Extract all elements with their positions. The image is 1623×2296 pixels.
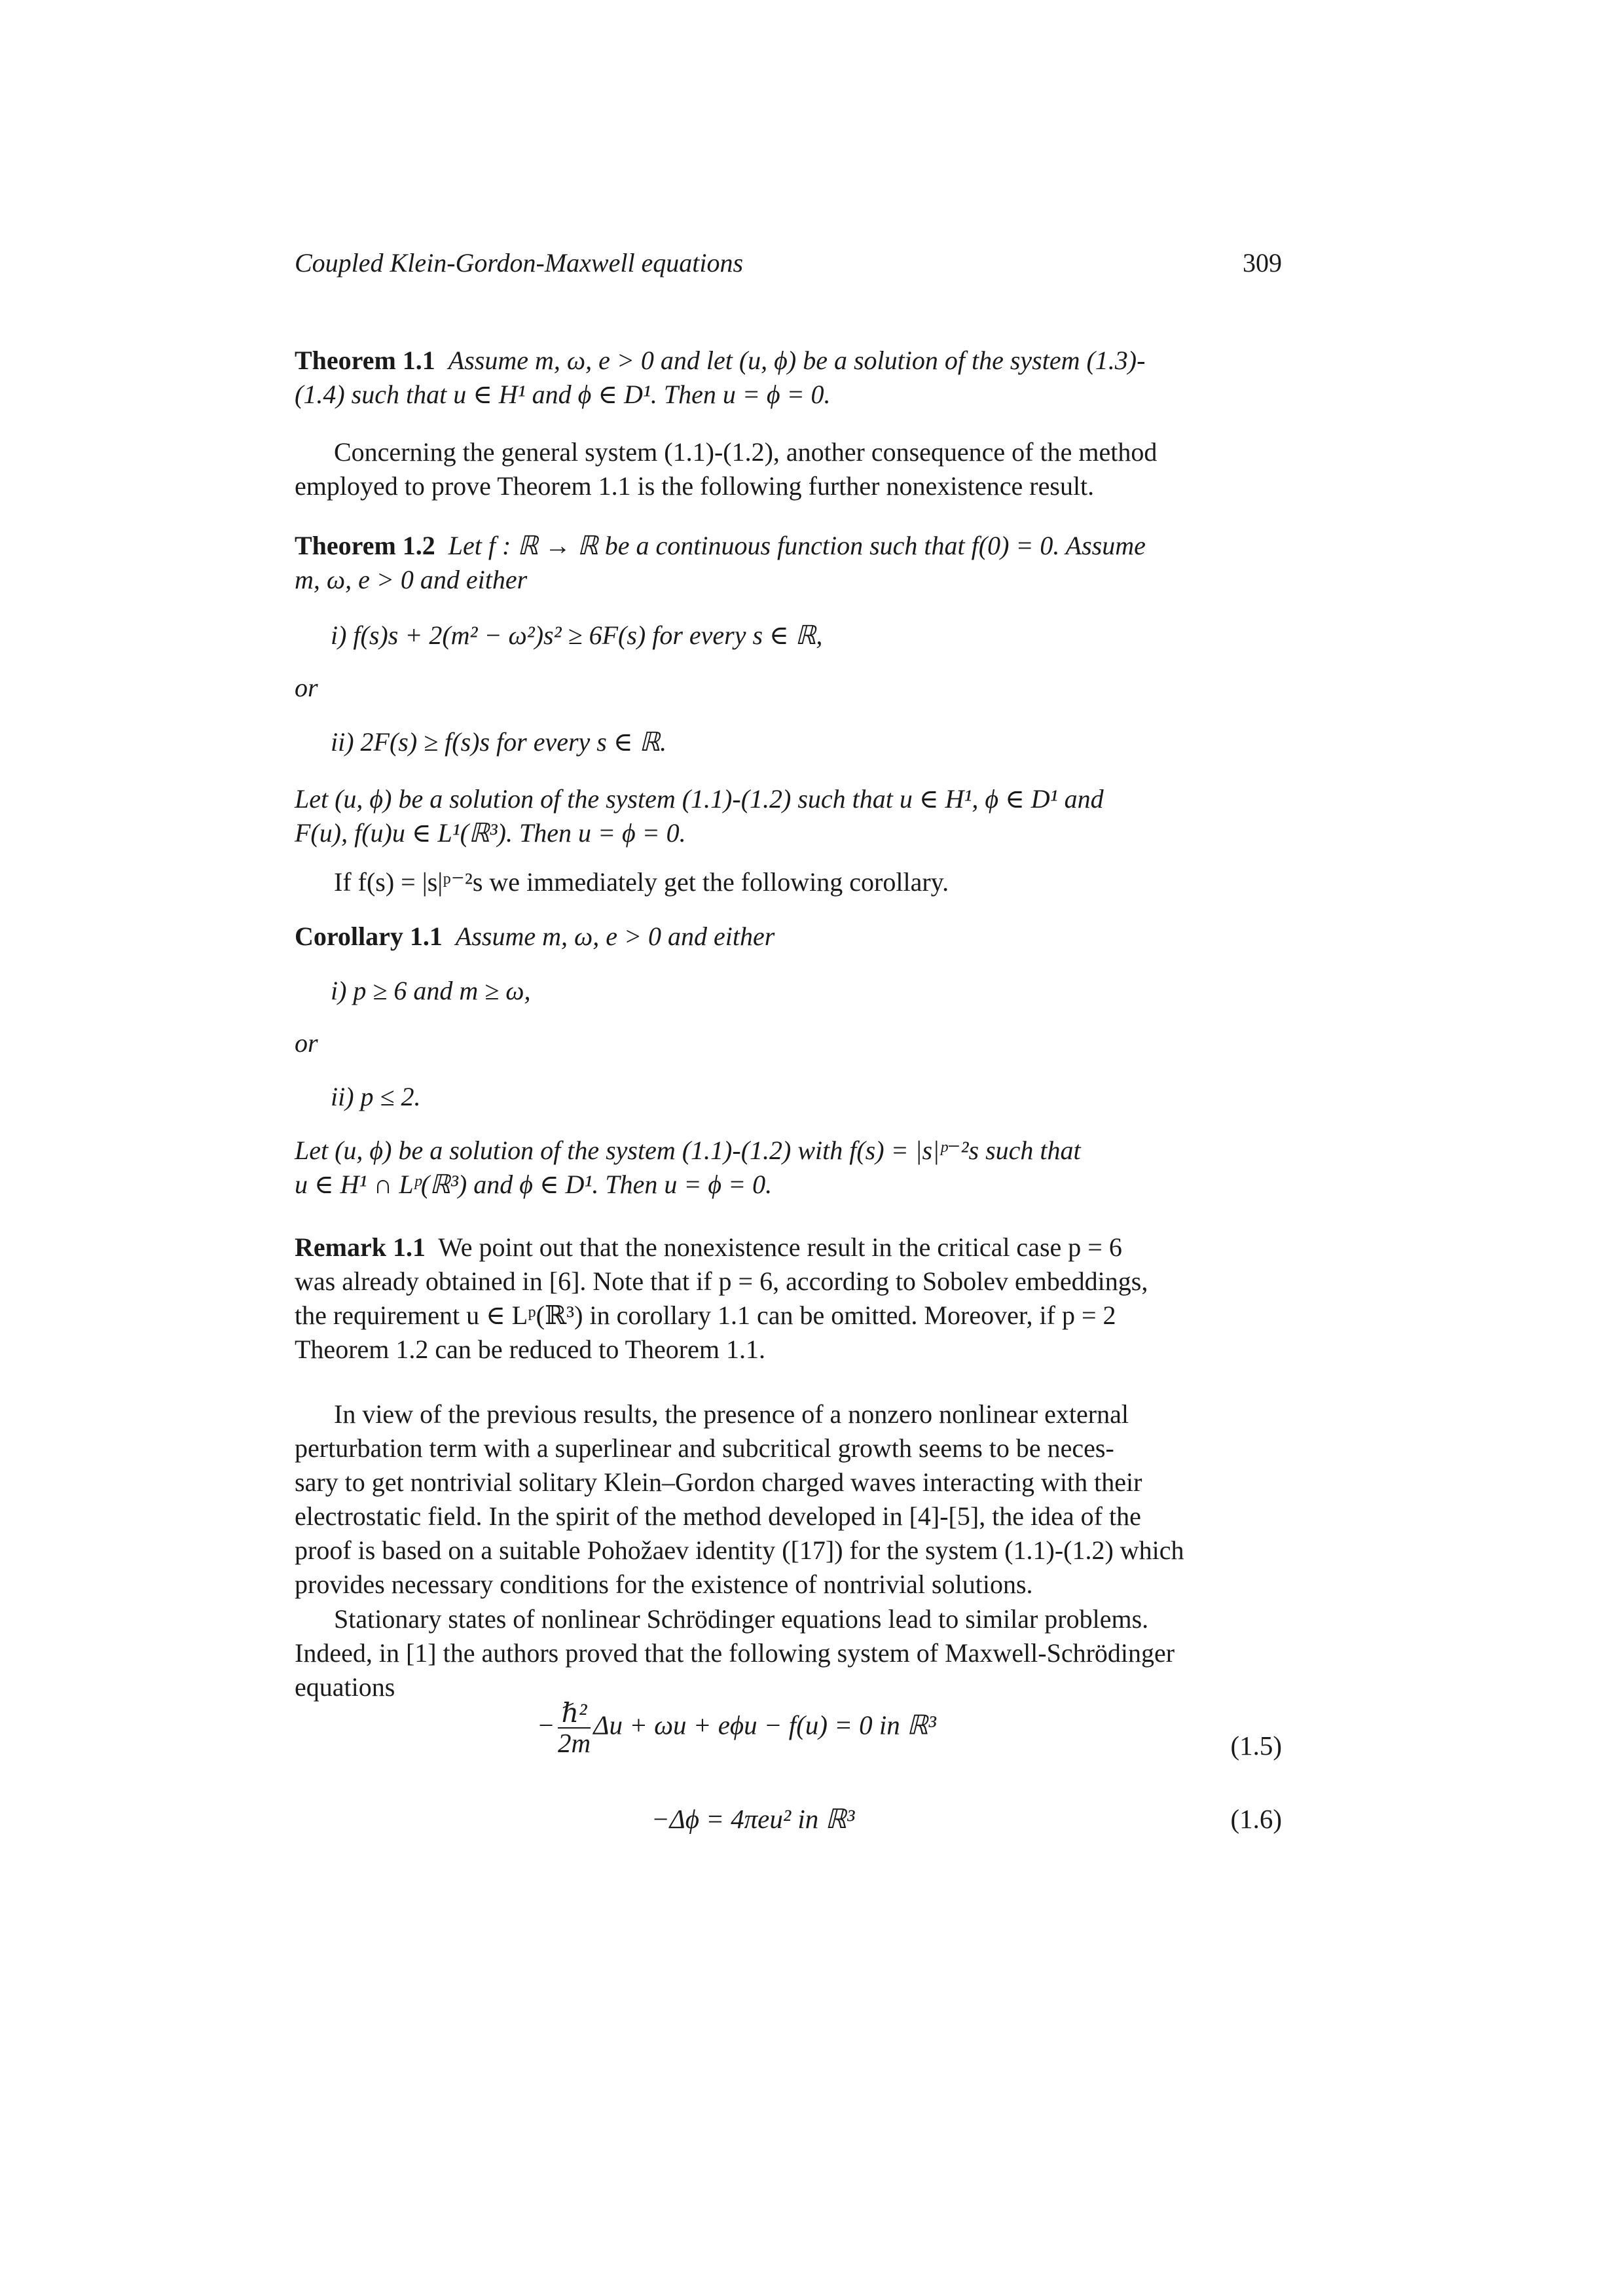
- paragraph-in-view-line-4: electrostatic field. In the spirit of the method developed in [4]-[5], the idea of the: [295, 1501, 1141, 1531]
- theorem-1-2-item-i: i) f(s)s + 2(m² − ω²)s² ≥ 6F(s) for every s ∈ ℝ,: [331, 620, 823, 650]
- paragraph-concerning-line-1: Concerning the general system (1.1)-(1.2), another consequence of the method: [334, 437, 1158, 467]
- paragraph-in-view: [295, 1397, 1282, 1602]
- equation-1-5-minus: −: [537, 1710, 555, 1740]
- equation-1-5: [295, 1698, 1282, 1770]
- corollary-1-1-item-ii: ii) p ≤ 2.: [331, 1082, 421, 1111]
- paragraph-stationary-line-1: Stationary states of nonlinear Schrödinger equations lead to similar problems.: [334, 1604, 1149, 1634]
- theorem-1-2-text-1: Let f : ℝ → ℝ be a continuous function such that f(0) = 0. Assume: [448, 531, 1146, 560]
- paragraph-in-view-line-5: proof is based on a suitable Pohožaev identity ([17]) for the system (1.1)-(1.2) which: [295, 1535, 1184, 1565]
- remark-1-1-line-3: the requirement u ∈ Lᵖ(ℝ³) in corollary 1.1 can be omitted. Moreover, if p = 2: [295, 1300, 1116, 1330]
- corollary-1-1-conclusion: [295, 1134, 1282, 1202]
- theorem-1-2: [295, 529, 1282, 597]
- paragraph-stationary-line-2: Indeed, in [1] the authors proved that the following system of Maxwell-Schrödinger: [295, 1638, 1175, 1668]
- theorem-1-1-text-1: Assume m, ω, e > 0 and let (u, ϕ) be a solution of the system (1.3)-: [448, 346, 1146, 375]
- theorem-1-1-label: Theorem 1.1: [295, 346, 435, 375]
- corollary-1-1-text-1: Assume m, ω, e > 0 and either: [455, 922, 775, 951]
- paragraph-if: If f(s) = |s|ᵖ⁻²s we immediately get the following corollary.: [334, 867, 949, 897]
- paragraph-in-view-line-1: In view of the previous results, the presence of a nonzero nonlinear external: [334, 1399, 1129, 1429]
- theorem-1-2-conclusion-line-1: Let (u, ϕ) be a solution of the system (1.1)-(1.2) such that u ∈ H¹, ϕ ∈ D¹ and: [295, 784, 1104, 814]
- theorem-1-2-line-2: m, ω, e > 0 and either: [295, 565, 528, 594]
- theorem-1-1-line-1: [295, 344, 1282, 378]
- equation-1-6: [295, 1803, 1282, 1842]
- corollary-1-1-or: or: [295, 1028, 318, 1058]
- theorem-1-2-conclusion-line-2: F(u), f(u)u ∈ L¹(ℝ³). Then u = ϕ = 0.: [295, 818, 686, 848]
- paragraph-concerning: [295, 435, 1282, 503]
- theorem-1-2-label: Theorem 1.2: [295, 531, 435, 560]
- theorem-1-2-item-ii: ii) 2F(s) ≥ f(s)s for every s ∈ ℝ.: [331, 727, 667, 757]
- equation-1-5-denominator: 2m: [557, 1728, 591, 1758]
- corollary-1-1: [295, 920, 1282, 954]
- remark-1-1-line-4: Theorem 1.2 can be reduced to Theorem 1.1.: [295, 1335, 765, 1364]
- equation-1-6-body: −Δϕ = 4πeu² in ℝ³: [651, 1804, 855, 1834]
- paragraph-in-view-line-3: sary to get nontrivial solitary Klein–Gordon charged waves interacting with their: [295, 1467, 1142, 1497]
- equation-1-5-body: [537, 1698, 936, 1757]
- paragraph-in-view-line-2: perturbation term with a superlinear and subcritical growth seems to be neces-: [295, 1433, 1114, 1463]
- page-number: 309: [1243, 248, 1282, 278]
- remark-1-1-line-1: [295, 1230, 1282, 1265]
- remark-1-1-label: Remark 1.1: [295, 1232, 426, 1262]
- equation-1-5-fraction: [558, 1698, 591, 1757]
- corollary-1-1-conclusion-line-1: Let (u, ϕ) be a solution of the system (1.1)-(1.2) with f(s) = |s|ᵖ⁻²s such that: [295, 1136, 1081, 1165]
- theorem-1-2-conclusion: [295, 782, 1282, 850]
- running-title: Coupled Klein-Gordon-Maxwell equations: [295, 248, 744, 278]
- corollary-1-1-label: Corollary 1.1: [295, 922, 443, 951]
- remark-1-1-line-2: was already obtained in [6]. Note that if p = 6, according to Sobolev embeddings,: [295, 1266, 1148, 1296]
- equation-1-5-number: (1.5): [1230, 1731, 1282, 1761]
- theorem-1-1-line-2: (1.4) such that u ∈ H¹ and ϕ ∈ D¹. Then u = ϕ = 0.: [295, 380, 831, 409]
- corollary-1-1-item-i: i) p ≥ 6 and m ≥ ω,: [331, 976, 531, 1005]
- equation-1-6-number: (1.6): [1230, 1804, 1282, 1834]
- corollary-1-1-conclusion-line-2: u ∈ H¹ ∩ Lᵖ(ℝ³) and ϕ ∈ D¹. Then u = ϕ = 0.: [295, 1170, 773, 1199]
- remark-1-1: [295, 1230, 1282, 1367]
- paragraph-stationary-line-3: equations: [295, 1672, 395, 1702]
- theorem-1-2-line-1: [295, 529, 1282, 563]
- paragraph-concerning-line-2: employed to prove Theorem 1.1 is the following further nonexistence result.: [295, 471, 1095, 501]
- theorem-1-2-or: or: [295, 673, 318, 702]
- remark-1-1-text-1: We point out that the nonexistence result in the critical case p = 6: [438, 1232, 1122, 1262]
- equation-1-5-rest: Δu + ωu + eϕu − f(u) = 0 in ℝ³: [593, 1710, 936, 1740]
- paragraph-stationary: [295, 1602, 1282, 1704]
- paragraph-in-view-line-6: provides necessary conditions for the existence of nontrivial solutions.: [295, 1570, 1033, 1599]
- theorem-1-1: [295, 344, 1282, 412]
- equation-1-5-numerator: ℏ²: [558, 1698, 591, 1729]
